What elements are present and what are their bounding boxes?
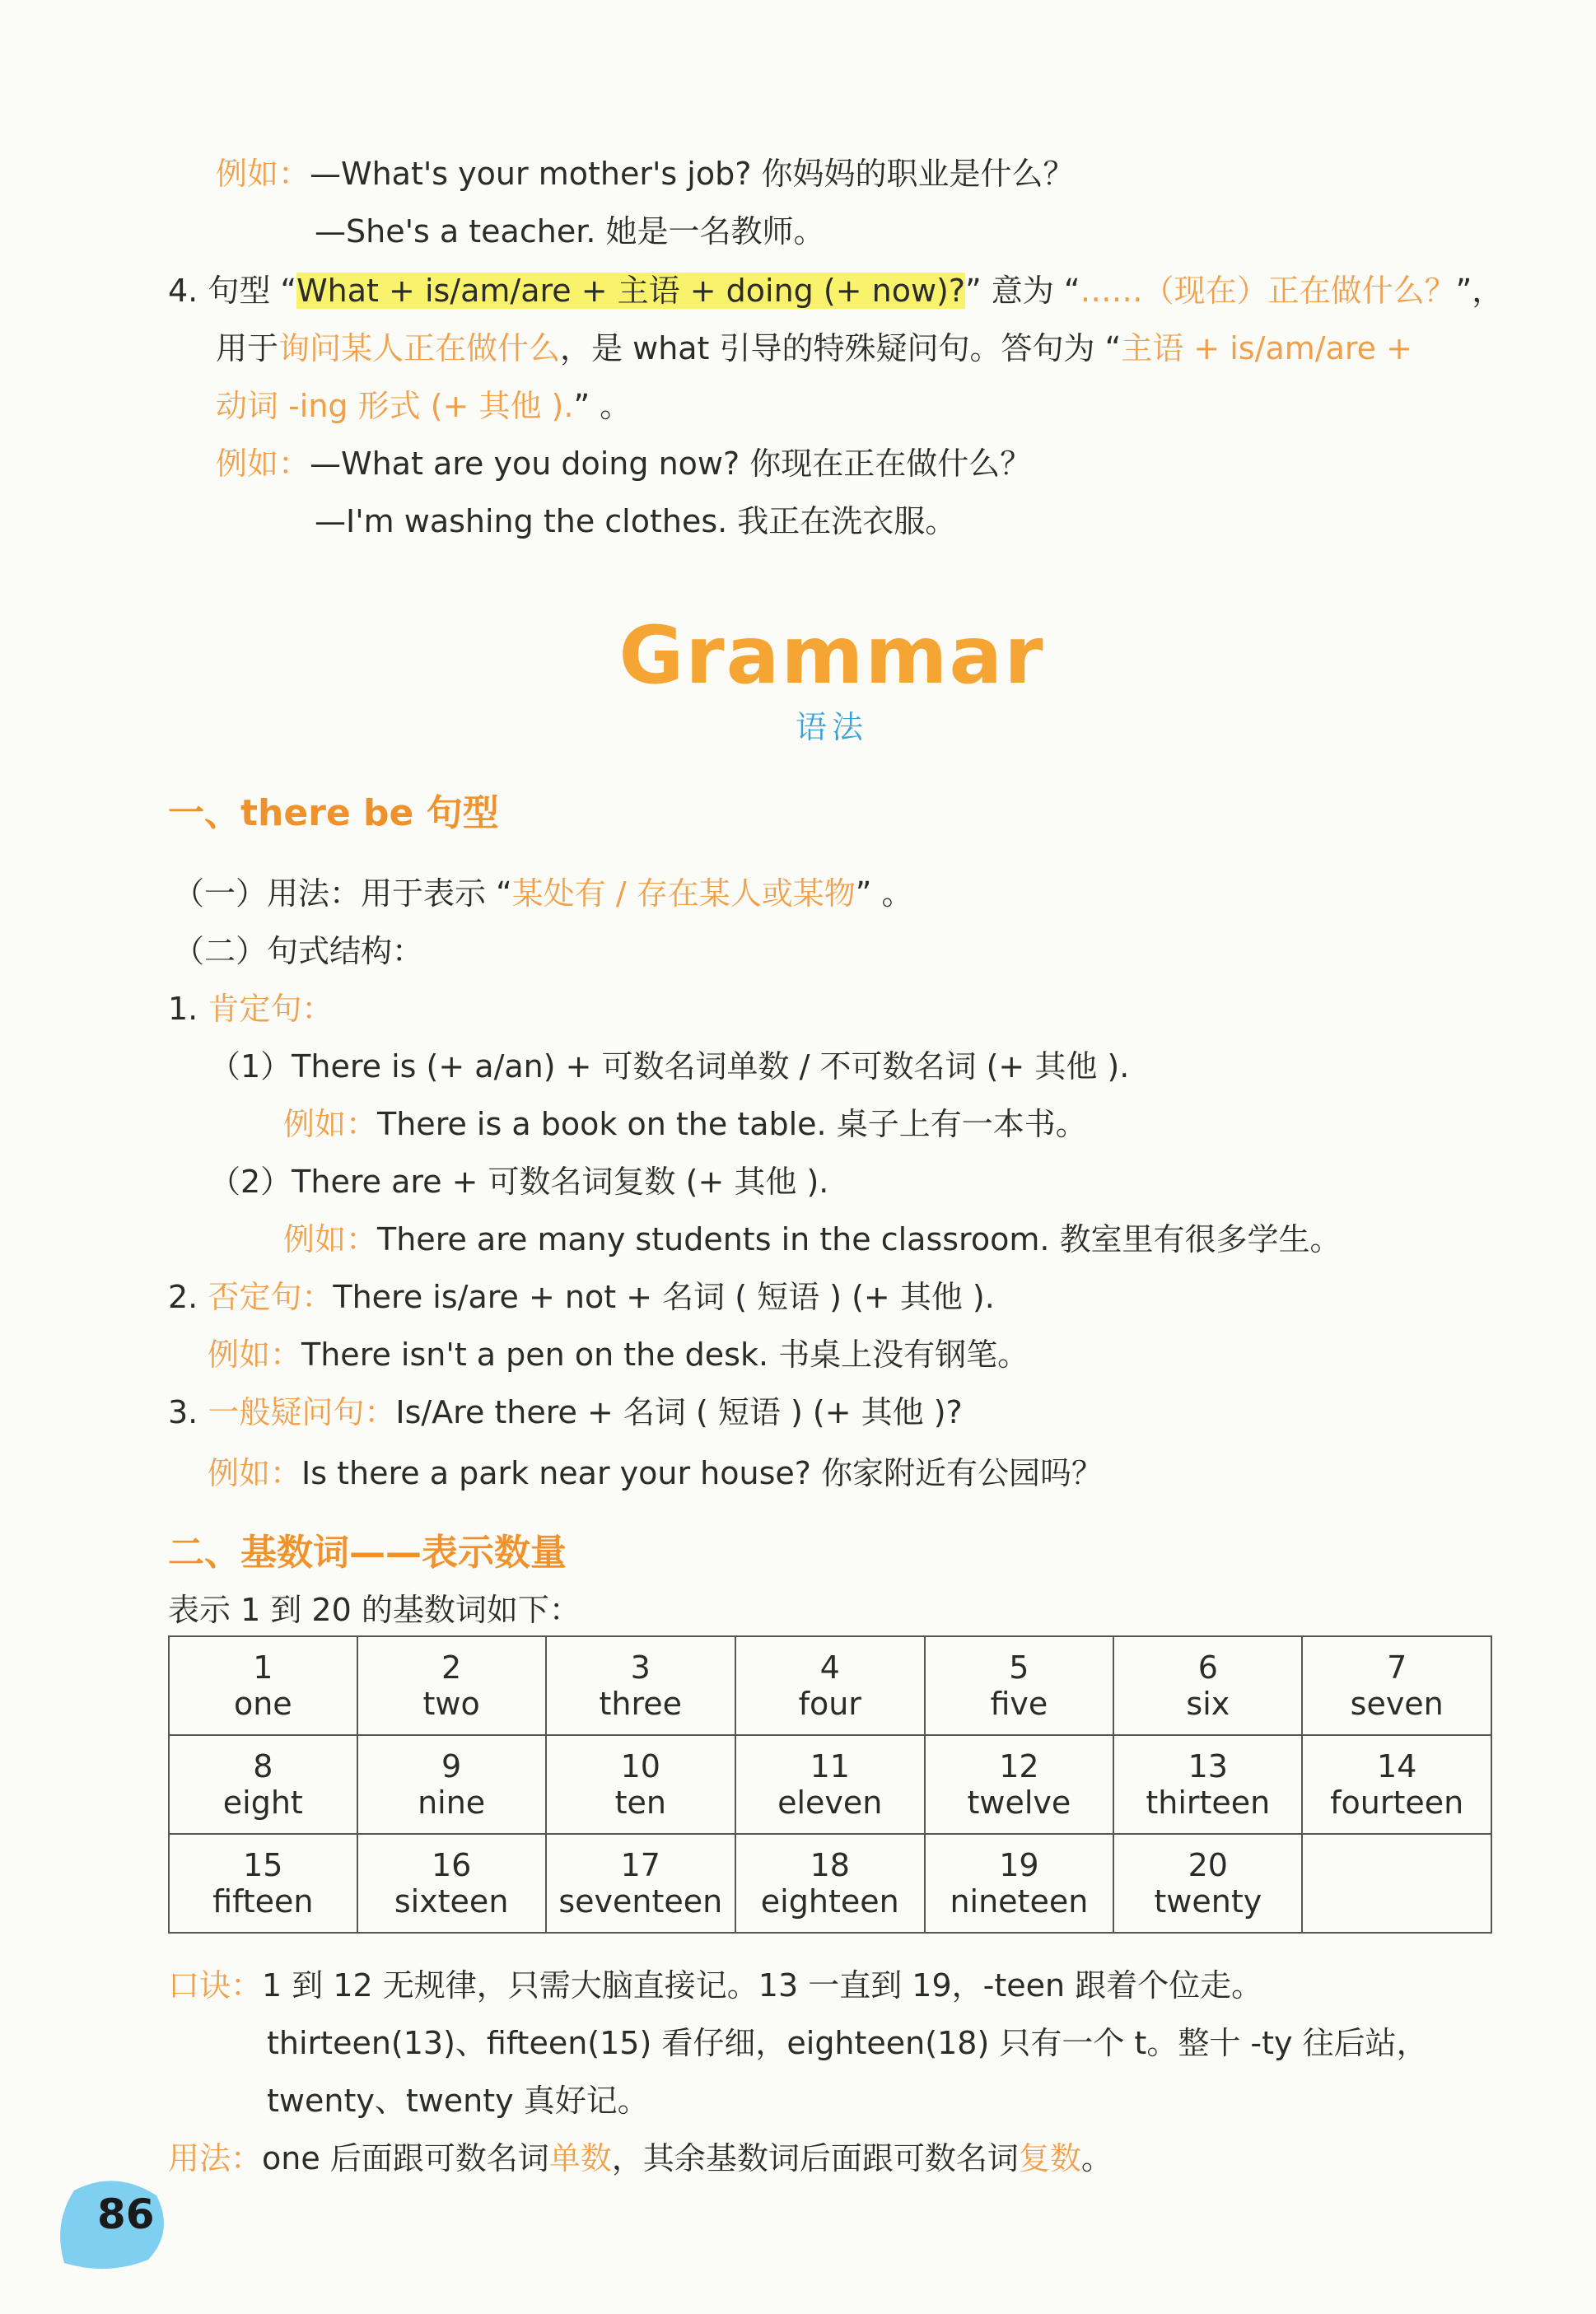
usage-line	[173, 871, 913, 916]
tip-line: twenty、twenty 真好记。	[267, 2083, 649, 2119]
cell-word: twenty	[1154, 1883, 1262, 1920]
question-label: 一般疑问句：	[208, 1394, 396, 1430]
example-text: Is there a park near your house? 你家附近有公园吗？	[301, 1455, 1104, 1491]
cell-word: nineteen	[950, 1883, 1089, 1920]
cell-word: seventeen	[558, 1883, 723, 1920]
cell-word: six	[1186, 1686, 1230, 1722]
cell-digit: 3	[630, 1649, 651, 1686]
number-cell	[546, 1636, 735, 1735]
negative-label: 否定句：	[208, 1279, 334, 1315]
cell-digit: 8	[253, 1748, 273, 1784]
number-cell	[925, 1636, 1114, 1735]
page-number: 86	[97, 2190, 155, 2238]
usage-plural: 复数	[1018, 2140, 1081, 2176]
example-label: 例如：	[208, 1337, 302, 1373]
example-text: There are many students in the classroom. 教室里有很多学生。	[377, 1221, 1342, 1257]
usage-text: ” 。	[855, 875, 913, 912]
cell-digit: 4	[819, 1649, 840, 1686]
example-text: —I'm washing the clothes. 我正在洗衣服。	[315, 503, 957, 539]
rule-text: ”，	[1455, 273, 1504, 309]
example-label: 例如：	[208, 1455, 302, 1491]
rule-text: Is/Are there + 名词 ( 短语 ) (+ 其他 )?	[395, 1394, 963, 1430]
tip-line: thirteen(13)、fifteen(15) 看仔细，eighteen(18) 只有一个 t。整十 -ty 往后站，	[267, 2025, 1428, 2061]
cell-word: eighteen	[760, 1883, 899, 1920]
item-number: 1.	[168, 991, 208, 1027]
cell-digit: 15	[243, 1847, 283, 1883]
cell-digit: 12	[999, 1748, 1039, 1784]
number-cell	[546, 1834, 735, 1933]
cell-digit: 1	[253, 1649, 273, 1686]
cardinal-number-table	[168, 1635, 1492, 1934]
affirmative-label: 肯定句：	[208, 991, 334, 1027]
table-intro: 表示 1 到 20 的基数词如下：	[168, 1592, 581, 1628]
affirmative-line	[168, 987, 333, 1031]
highlighted-pattern: What + is/am/are + 主语 + doing (+ now)?	[296, 273, 966, 309]
item-number: 2.	[168, 1279, 208, 1315]
cell-word: five	[990, 1686, 1048, 1722]
number-cell	[735, 1834, 925, 1933]
example-line	[208, 1451, 1103, 1495]
number-cell	[357, 1834, 546, 1933]
rule-4-line-2	[216, 326, 1412, 371]
number-cell	[735, 1735, 925, 1834]
question-line	[168, 1390, 963, 1435]
example-line	[216, 152, 1074, 196]
rule-usage: 询问某人正在做什么	[278, 330, 561, 366]
rule-text: ” 。	[573, 388, 632, 424]
cell-word: thirteen	[1146, 1784, 1271, 1821]
usage-text: 。	[1080, 2140, 1113, 2176]
number-cell	[1302, 1636, 1491, 1735]
table-row	[169, 1636, 1491, 1735]
number-cell	[546, 1735, 735, 1834]
tip-label: 口诀：	[168, 1967, 263, 2004]
cell-digit: 17	[620, 1847, 660, 1883]
cell-word: twelve	[967, 1784, 1071, 1821]
example-text: —She's a teacher. 她是一名教师。	[315, 213, 825, 250]
table-row	[169, 1735, 1491, 1834]
cell-digit: 14	[1377, 1748, 1417, 1784]
usage-text: （一）用法：用于表示 “	[173, 875, 512, 912]
heading-there-be: 一、there be 句型	[168, 792, 499, 834]
cell-digit: 13	[1188, 1748, 1228, 1784]
example-text: There isn't a pen on the desk. 书桌上没有钢笔。	[301, 1337, 1029, 1373]
number-cell	[357, 1735, 546, 1834]
rule-text: ，是 what 引导的特殊疑问句。答句为 “	[560, 330, 1122, 366]
usage-meaning: 某处有 / 存在某人或某物	[511, 875, 856, 912]
cell-word: seven	[1350, 1686, 1444, 1722]
rule-text: ” 意为 “	[965, 273, 1080, 309]
example-line	[208, 1332, 1029, 1377]
structure-line: （二）句式结构：	[173, 933, 424, 969]
cell-digit: 11	[810, 1748, 850, 1784]
cell-digit: 19	[999, 1847, 1039, 1883]
number-cell	[169, 1636, 357, 1735]
cell-word: two	[422, 1686, 480, 1722]
example-line	[283, 1217, 1342, 1262]
cell-word: nine	[418, 1784, 486, 1821]
table-row	[169, 1834, 1491, 1933]
number-cell	[925, 1735, 1114, 1834]
cell-digit: 5	[1009, 1649, 1029, 1686]
cell-word: three	[599, 1686, 683, 1722]
cell-word: eight	[222, 1784, 303, 1821]
number-cell	[735, 1636, 925, 1735]
usage-singular: 单数	[548, 2140, 612, 2176]
item-number: 3.	[168, 1394, 208, 1430]
cell-digit: 6	[1197, 1649, 1218, 1686]
example-line	[315, 499, 956, 544]
rule-line: （1）There is (+ a/an) + 可数名词单数 / 不可数名词 (+ 其他 ).	[209, 1048, 1130, 1085]
cell-word: eleven	[777, 1784, 883, 1821]
heading-cardinal-numbers: 二、基数词——表示数量	[168, 1532, 567, 1574]
example-label: 例如：	[283, 1221, 378, 1257]
cell-digit: 10	[620, 1748, 660, 1784]
rule-text: There is/are + not + 名词 ( 短语 ) (+ 其他 ).	[333, 1279, 995, 1315]
number-cell	[1113, 1735, 1302, 1834]
usage-label: 用法：	[168, 2140, 263, 2176]
example-label: 例如：	[283, 1106, 378, 1142]
cell-digit: 7	[1387, 1649, 1407, 1686]
number-cell	[169, 1834, 357, 1933]
example-label: 例如：	[216, 156, 310, 192]
rule-answer: 动词 -ing 形式 (+ 其他 ).	[216, 388, 574, 424]
example-text: —What's your mother's job? 你妈妈的职业是什么？	[310, 156, 1075, 192]
usage-line	[168, 2136, 1113, 2181]
rule-meaning: ……（现在）正在做什么？	[1080, 273, 1456, 309]
example-line	[216, 441, 1031, 486]
section-subtitle: 语法	[795, 709, 868, 745]
example-line	[283, 1102, 1087, 1146]
negative-line	[168, 1275, 995, 1319]
cell-digit: 16	[431, 1847, 472, 1883]
tip-text: 1 到 12 无规律，只需大脑直接记。13 一直到 19，-teen 跟着个位走。	[262, 1967, 1263, 2004]
rule-answer: 主语 + is/am/are +	[1121, 330, 1412, 366]
example-text: —What are you doing now? 你现在正在做什么？	[310, 446, 1032, 482]
example-line	[315, 209, 825, 254]
tip-line	[168, 1963, 1262, 2008]
rule-line: （2）There are + 可数名词复数 (+ 其他 ).	[209, 1164, 829, 1200]
cell-word: fifteen	[212, 1883, 314, 1920]
cell-word: one	[233, 1686, 292, 1722]
section-title: Grammar	[618, 609, 1045, 702]
cell-digit: 18	[810, 1847, 850, 1883]
rule-text: 用于	[216, 330, 279, 366]
rule-4-line-3	[216, 384, 631, 428]
cell-word: ten	[614, 1784, 666, 1821]
number-cell	[1302, 1834, 1491, 1933]
example-text: There is a book on the table. 桌子上有一本书。	[377, 1106, 1087, 1142]
number-cell	[925, 1834, 1114, 1933]
cell-word: four	[798, 1686, 861, 1722]
rule-text: 4. 句型 “	[168, 273, 297, 309]
cell-word: fourteen	[1330, 1784, 1464, 1821]
cell-digit: 2	[441, 1649, 462, 1686]
cell-word: sixteen	[394, 1883, 509, 1920]
cell-digit: 9	[441, 1748, 462, 1784]
number-cell	[1113, 1834, 1302, 1933]
number-cell	[1113, 1636, 1302, 1735]
number-cell	[1302, 1735, 1491, 1834]
number-cell	[357, 1636, 546, 1735]
rule-4-line-1	[168, 268, 1503, 313]
usage-text: ，其余基数词后面跟可数名词	[611, 2140, 1019, 2176]
cell-digit: 20	[1188, 1847, 1228, 1883]
number-cell	[169, 1735, 357, 1834]
usage-text: one 后面跟可数名词	[262, 2140, 549, 2176]
example-label: 例如：	[216, 446, 310, 482]
